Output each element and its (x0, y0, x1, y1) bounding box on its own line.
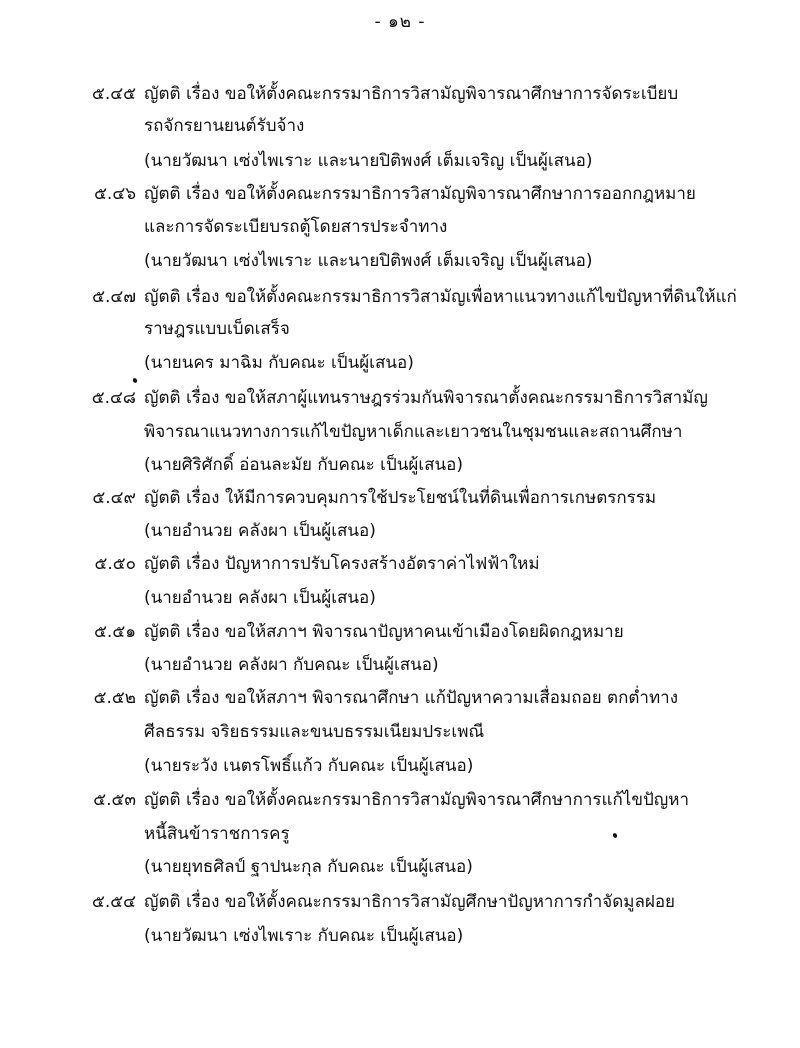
item-title-line: ญัตติ เรื่อง ขอให้ตั้งคณะกรรมาธิการวิสามัญพิจารณาศึกษาการแก้ไขปัญหา (144, 790, 690, 810)
page-number: - ๑๒ - (374, 12, 426, 32)
item-proposer: (นายระวัง เนตรโพธิ์แก้ว กับคณะ เป็นผู้เสนอ) (144, 756, 474, 776)
item-title-line: ญัตติ เรื่อง ขอให้ตั้งคณะกรรมาธิการวิสามัญพิจารณาศึกษาการออกกฎหมาย (144, 184, 696, 204)
item-title-line: ญัตติ เรื่อง ขอให้ตั้งคณะกรรมาธิการวิสามัญเพื่อหาแนวทางแก้ไขปัญหาที่ดินให้แก่ (144, 287, 737, 307)
item-number: ๕.๔๖ (94, 184, 136, 204)
item-proposer: (นายนคร มาฉิม กับคณะ เป็นผู้เสนอ) (144, 353, 414, 373)
item-proposer: (นายวัฒนา เซ่งไพเราะ กับคณะ เป็นผู้เสนอ) (144, 926, 464, 946)
item-title-line: พิจารณาแนวทางการแก้ไขปัญหาเด็กและเยาวชนในชุมชนและสถานศึกษา (144, 422, 683, 442)
item-proposer: (นายอำนวย คลังผา เป็นผู้เสนอ) (144, 588, 376, 608)
item-title-line: ญัตติ เรื่อง ให้มีการควบคุมการใช้ประโยชน์ในที่ดินเพื่อการเกษตรกรรม (144, 488, 657, 508)
item-title-line: ญัตติ เรื่อง ขอให้ตั้งคณะกรรมาธิการวิสามัญพิจารณาศึกษาการจัดระเบียบ (144, 84, 679, 104)
item-proposer: (นายยุทธศิลป์ ฐาปนะกุล กับคณะ เป็นผู้เสนอ) (144, 857, 473, 877)
item-number: ๕.๕๑ (94, 622, 136, 642)
item-title-line: รถจักรยานยนต์รับจ้าง (144, 116, 305, 136)
item-number: ๕.๕๓ (93, 790, 136, 810)
item-title-line: ญัตติ เรื่อง ขอให้สภาฯ พิจารณาปัญหาคนเข้าเมืองโดยผิดกฎหมาย (144, 622, 624, 642)
item-number: ๕.๕๒ (93, 688, 136, 708)
item-title-line: ญัตติ เรื่อง ขอให้สภาฯ พิจารณาศึกษา แก้ปัญหาความเสื่อมถอย ตกต่ำทาง (144, 688, 679, 708)
item-proposer: (นายศิริศักดิ์ อ่อนละมัย กับคณะ เป็นผู้เสนอ) (144, 455, 463, 475)
item-number: ๕.๔๕ (91, 84, 136, 104)
item-title-line: ราษฎรแบบเบ็ดเสร็จ (144, 319, 290, 339)
item-title-line: ญัตติ เรื่อง ขอให้สภาผู้แทนราษฎรร่วมกันพิจารณาตั้งคณะกรรมาธิการวิสามัญ (144, 388, 708, 408)
scan-speck (132, 377, 138, 383)
item-title-line: ศีลธรรม จริยธรรมและขนบธรรมเนียมประเพณี (144, 722, 485, 742)
item-number: ๕.๕๐ (94, 554, 136, 574)
item-title-line: ญัตติ เรื่อง ปัญหาการปรับโครงสร้างอัตราค่าไฟฟ้าใหม่ (144, 554, 540, 574)
item-number: ๕.๔๗ (92, 287, 136, 307)
item-proposer: (นายวัฒนา เซ่งไพเราะ และนายปิติพงศ์ เต็มเจริญ เป็นผู้เสนอ) (144, 151, 593, 171)
item-proposer: (นายอำนวย คลังผา เป็นผู้เสนอ) (144, 521, 376, 541)
item-title-line: ญัตติ เรื่อง ขอให้ตั้งคณะกรรมาธิการวิสามัญศึกษาปัญหาการกำจัดมูลฝอย (144, 892, 676, 912)
item-proposer: (นายอำนวย คลังผา กับคณะ เป็นผู้เสนอ) (144, 655, 439, 675)
item-number: ๕.๕๔ (91, 892, 136, 912)
item-proposer: (นายวัฒนา เซ่งไพเราะ และนายปิติพงศ์ เต็มเจริญ เป็นผู้เสนอ) (144, 251, 593, 271)
item-title-line: หนี้สินข้าราชการครู (144, 824, 290, 844)
scan-speck (612, 832, 618, 838)
item-number: ๕.๔๘ (91, 388, 136, 408)
item-title-line: และการจัดระเบียบรถตู้โดยสารประจำทาง (144, 217, 448, 237)
item-number: ๕.๔๙ (92, 488, 136, 508)
